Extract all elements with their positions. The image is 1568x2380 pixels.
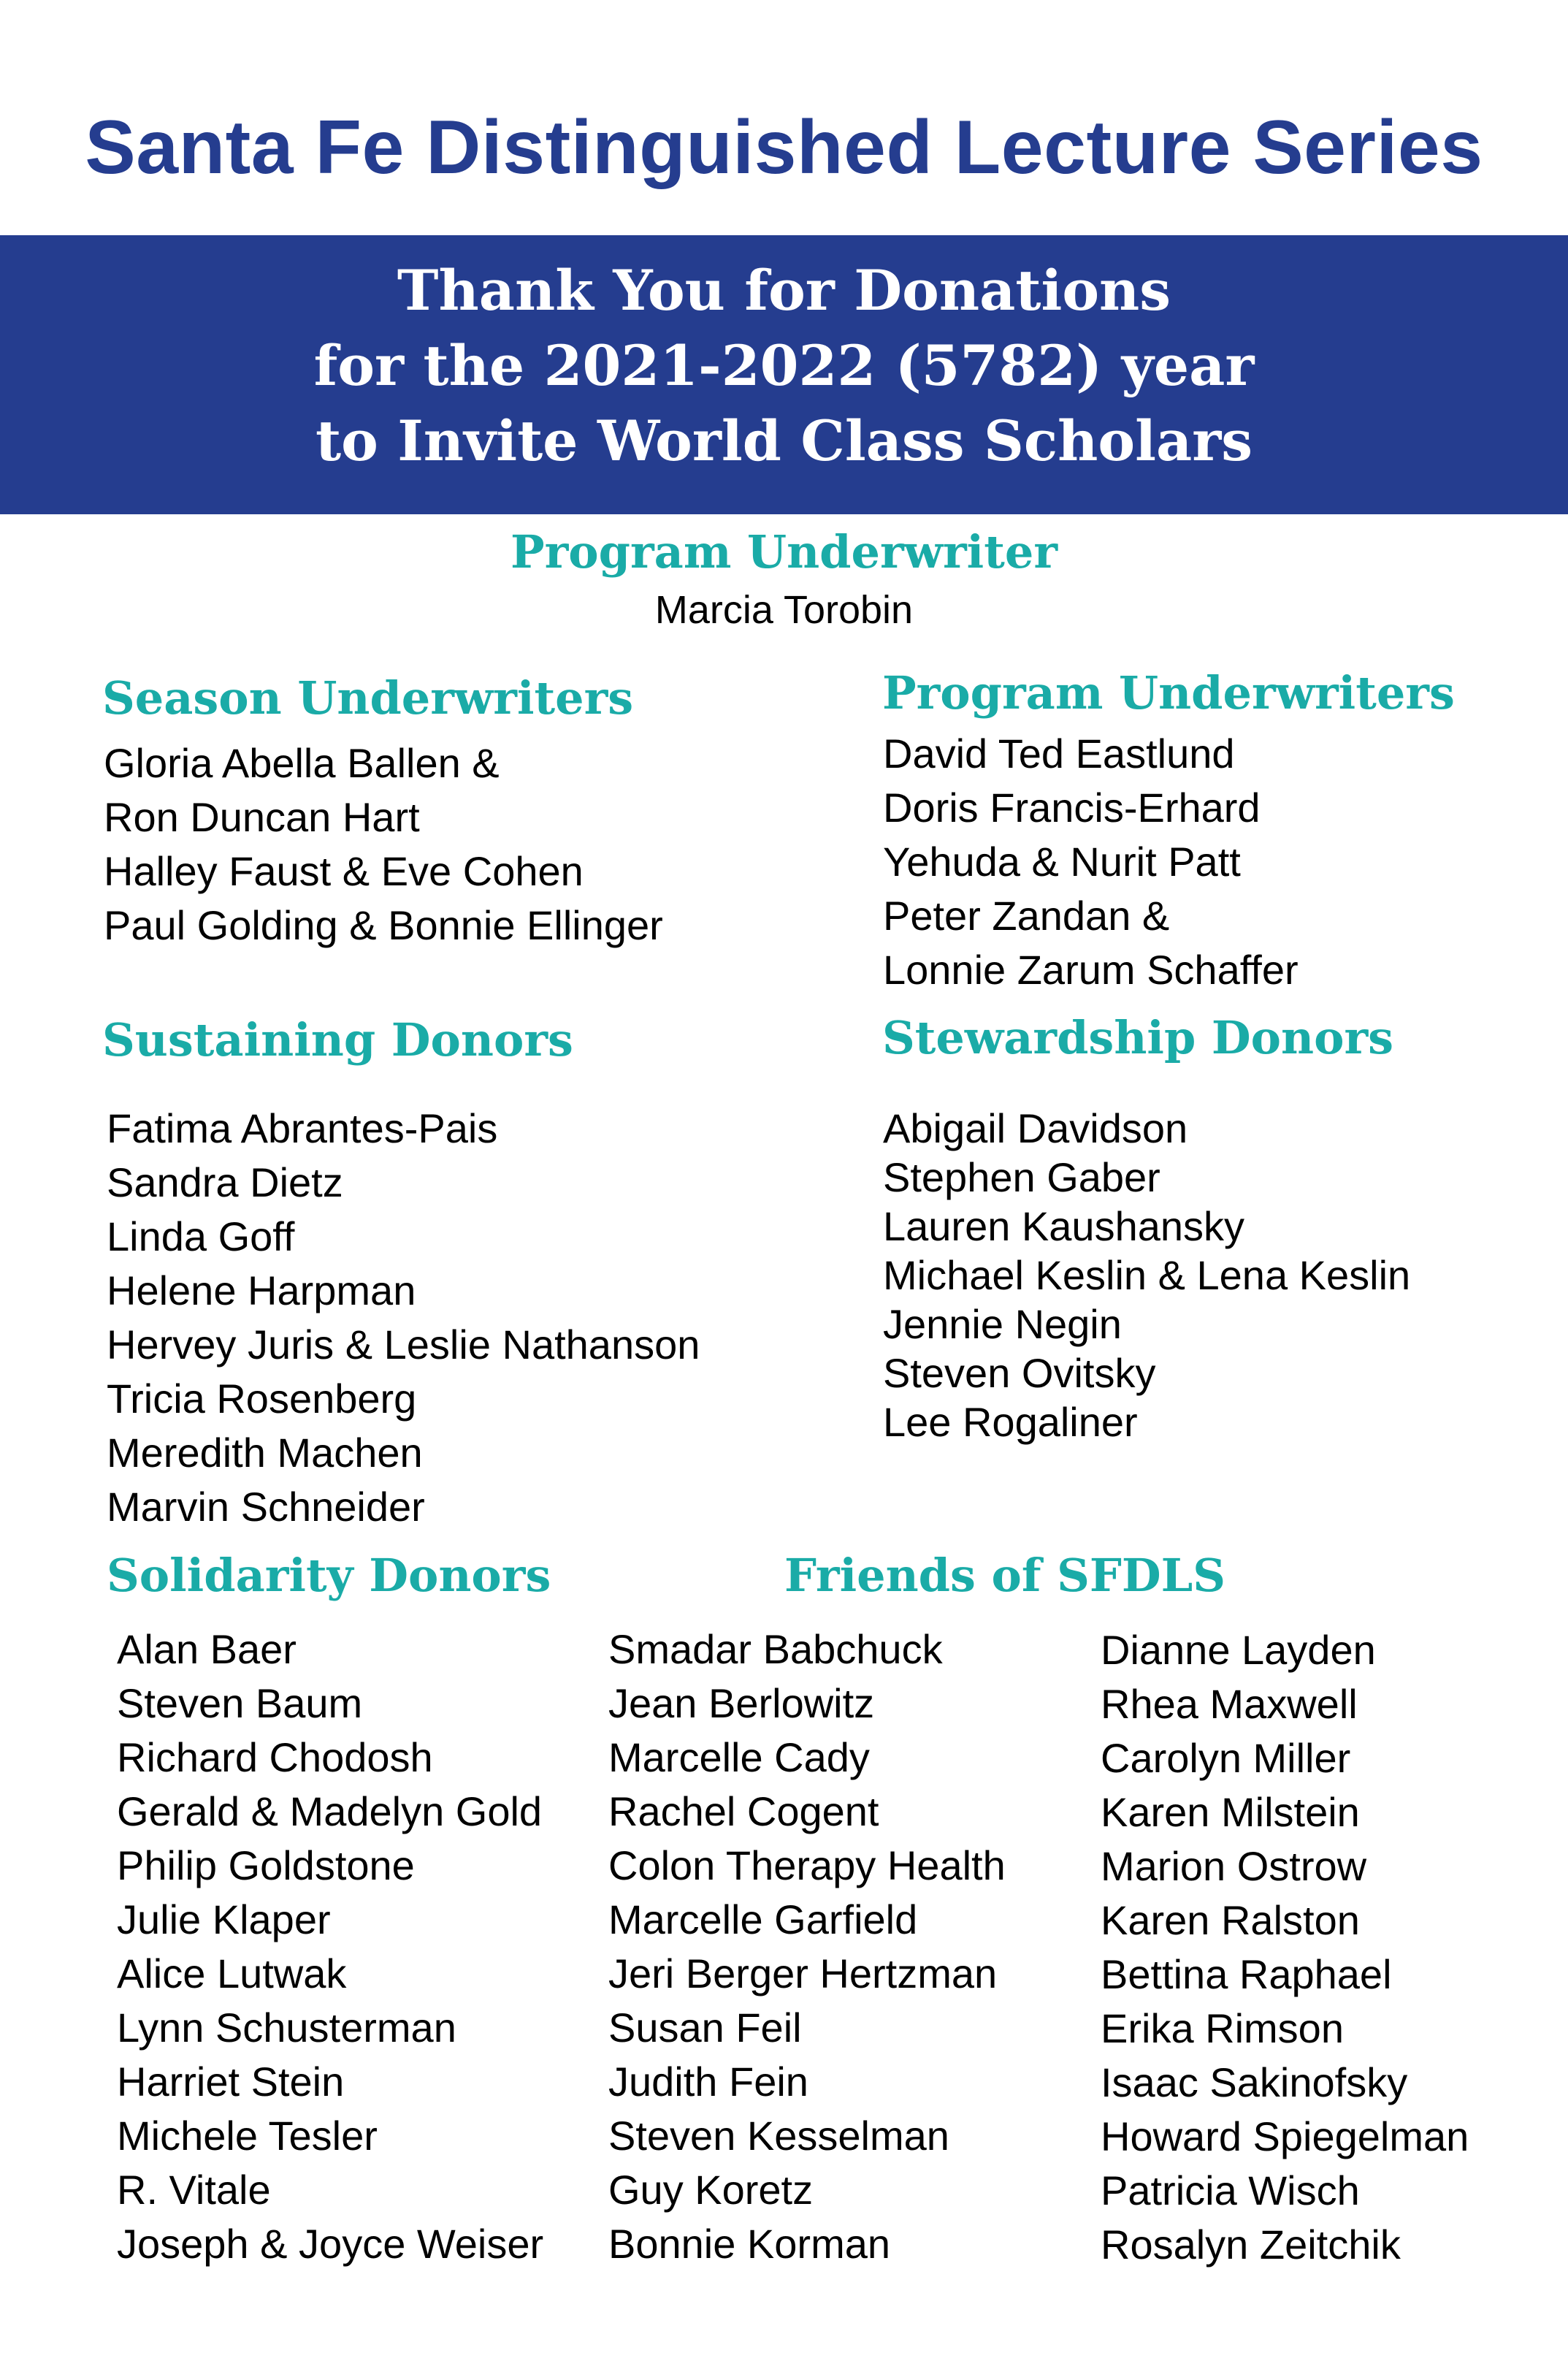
solidarity-donors-heading: Solidarity Donors bbox=[107, 1549, 551, 1602]
friends-list-column-2 bbox=[1101, 1623, 1469, 2272]
donor-name: Lee Rogaliner bbox=[883, 1399, 1138, 1445]
season-underwriters-heading: Season Underwriters bbox=[102, 671, 634, 725]
donor-name: Jennie Negin bbox=[883, 1301, 1122, 1347]
donor-name: Hervey Juris & Leslie Nathanson bbox=[107, 1321, 700, 1368]
donor-name: Steven Baum bbox=[117, 1680, 363, 1726]
page-title: Santa Fe Distinguished Lecture Series bbox=[85, 105, 1483, 190]
donor-name: Smadar Babchuck bbox=[608, 1626, 943, 1672]
donor-name: Tricia Rosenberg bbox=[107, 1376, 417, 1422]
donor-name: Halley Faust & Eve Cohen bbox=[104, 848, 584, 894]
donor-name: Dianne Layden bbox=[1101, 1627, 1376, 1673]
donor-name: Alice Lutwak bbox=[117, 1950, 347, 1996]
donor-name: Harriet Stein bbox=[117, 2059, 345, 2105]
donor-name: Karen Milstein bbox=[1101, 1789, 1360, 1835]
friends-list-column-1 bbox=[608, 1622, 1006, 2271]
donor-name: Steven Ovitsky bbox=[883, 1350, 1156, 1396]
donor-name: Lonnie Zarum Schaffer bbox=[883, 947, 1299, 993]
donor-name: Susan Feil bbox=[608, 2005, 802, 2051]
donor-name: R. Vitale bbox=[117, 2167, 271, 2213]
donor-name: Abigail Davidson bbox=[883, 1105, 1188, 1151]
donor-name: Erika Rimson bbox=[1101, 2005, 1344, 2051]
donor-name: Peter Zandan & bbox=[883, 893, 1170, 939]
donor-name: Gerald & Madelyn Gold bbox=[117, 1788, 543, 1834]
donor-name: Jeri Berger Hertzman bbox=[608, 1950, 998, 1996]
banner-line-1: Thank You for Donations bbox=[397, 258, 1171, 323]
donor-name: Lynn Schusterman bbox=[117, 2005, 456, 2051]
donor-name: Isaac Sakinofsky bbox=[1101, 2059, 1408, 2105]
donor-name: David Ted Eastlund bbox=[883, 731, 1235, 777]
donor-name: Sandra Dietz bbox=[107, 1159, 343, 1205]
donor-name: Marvin Schneider bbox=[107, 1484, 425, 1530]
donor-name: Linda Goff bbox=[107, 1213, 295, 1259]
donor-name: Marion Ostrow bbox=[1101, 1843, 1367, 1889]
stewardship-donors-heading: Stewardship Donors bbox=[882, 1011, 1394, 1064]
donor-name: Marcelle Garfield bbox=[608, 1896, 918, 1942]
donor-name: Paul Golding & Bonnie Ellinger bbox=[104, 902, 663, 948]
donor-name: Michael Keslin & Lena Keslin bbox=[883, 1252, 1411, 1298]
stewardship-donors-list bbox=[883, 1104, 1410, 1446]
donor-name: Marcelle Cady bbox=[608, 1734, 870, 1780]
donor-name: Steven Kesselman bbox=[608, 2113, 949, 2159]
donor-name: Bonnie Korman bbox=[608, 2221, 891, 2267]
program-underwriter-name: Marcia Torobin bbox=[654, 588, 914, 632]
program-underwriters-list bbox=[883, 727, 1299, 997]
season-underwriters-list bbox=[104, 736, 663, 953]
donor-name: Lauren Kaushansky bbox=[883, 1203, 1245, 1249]
program-underwriter-heading: Program Underwriter bbox=[510, 525, 1058, 579]
donor-name: Helene Harpman bbox=[107, 1267, 416, 1313]
donor-name: Yehuda & Nurit Patt bbox=[883, 839, 1241, 885]
donor-name: Jean Berlowitz bbox=[608, 1680, 875, 1726]
donor-name: Rosalyn Zeitchik bbox=[1101, 2221, 1401, 2268]
donor-name: Ron Duncan Hart bbox=[104, 794, 420, 840]
donor-name: Michele Tesler bbox=[117, 2113, 378, 2159]
banner-line-2: for the 2021-2022 (5782) year bbox=[313, 333, 1255, 398]
donor-name: Doris Francis-Erhard bbox=[883, 785, 1261, 831]
sustaining-donors-heading: Sustaining Donors bbox=[102, 1013, 573, 1067]
donor-name: Bettina Raphael bbox=[1101, 1951, 1392, 1997]
donor-name: Alan Baer bbox=[117, 1626, 297, 1672]
thank-you-banner bbox=[0, 235, 1568, 514]
donor-name: Guy Koretz bbox=[608, 2167, 814, 2213]
sustaining-donors-list bbox=[107, 1102, 700, 1534]
donor-name: Stephen Gaber bbox=[883, 1154, 1160, 1200]
donor-name: Rachel Cogent bbox=[608, 1788, 879, 1834]
donor-name: Judith Fein bbox=[608, 2059, 808, 2105]
program-underwriters-heading: Program Underwriters bbox=[882, 666, 1455, 720]
donor-name: Gloria Abella Ballen & bbox=[104, 740, 500, 786]
donor-name: Richard Chodosh bbox=[117, 1734, 433, 1780]
donor-name: Meredith Machen bbox=[107, 1430, 423, 1476]
donor-name: Colon Therapy Health bbox=[608, 1842, 1006, 1888]
donor-name: Fatima Abrantes-Pais bbox=[107, 1105, 498, 1151]
donor-name: Patricia Wisch bbox=[1101, 2167, 1360, 2213]
donor-name: Karen Ralston bbox=[1101, 1897, 1360, 1943]
donor-name: Howard Spiegelman bbox=[1101, 2113, 1469, 2159]
solidarity-donors-list bbox=[117, 1622, 543, 2271]
donor-name: Joseph & Joyce Weiser bbox=[117, 2221, 544, 2267]
donor-name: Rhea Maxwell bbox=[1101, 1681, 1358, 1727]
donor-name: Julie Klaper bbox=[117, 1896, 331, 1942]
banner-line-3: to Invite World Class Scholars bbox=[315, 408, 1253, 473]
donor-name: Philip Goldstone bbox=[117, 1842, 415, 1888]
friends-heading: Friends of SFDLS bbox=[784, 1549, 1226, 1602]
donor-name: Carolyn Miller bbox=[1101, 1735, 1351, 1781]
